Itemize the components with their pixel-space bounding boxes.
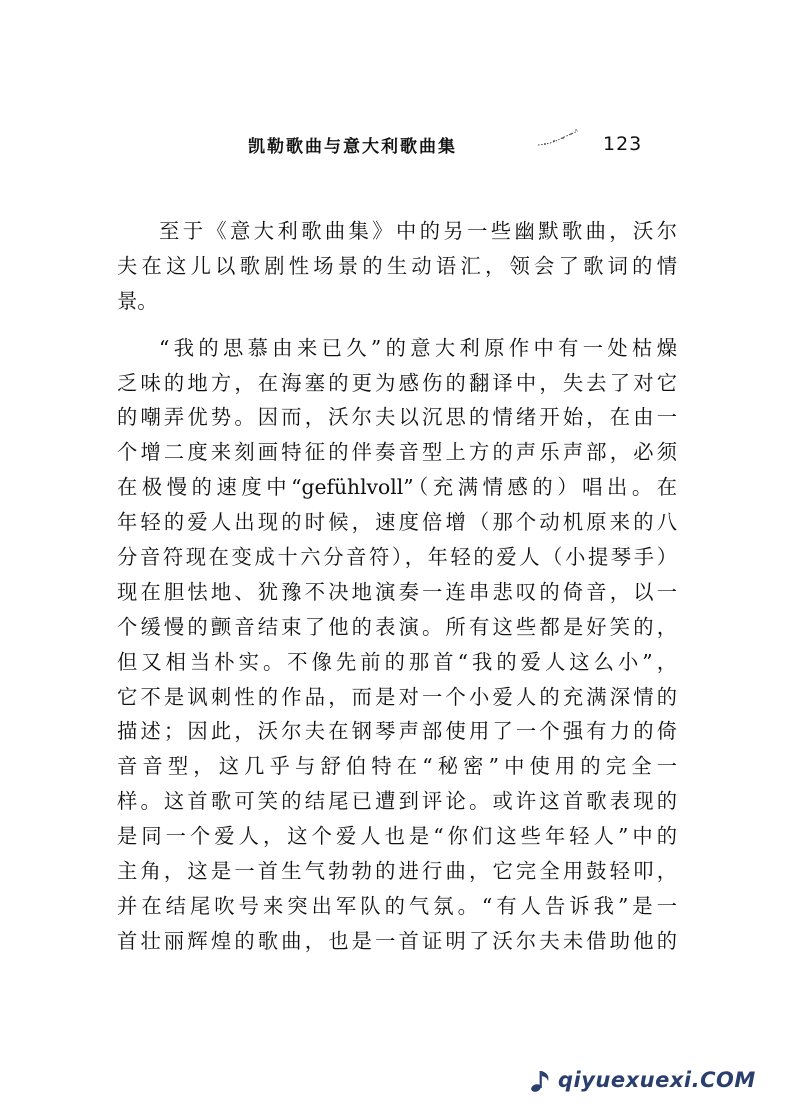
text-line: 它不是讽刺性的作品，而是对一个小爱人的充满深情的 bbox=[117, 684, 677, 709]
text-line: 描述；因此，沃尔夫在钢琴声部使用了一个强有力的倚 bbox=[117, 719, 677, 744]
text-line: 景。 bbox=[117, 288, 158, 313]
watermark-text: qiyuexuexi.COM bbox=[558, 1068, 756, 1092]
text-line: 现在胆怯地、犹豫不决地演奏一连串悲叹的倚音，以一 bbox=[117, 579, 677, 604]
text-line: 是同一个爱人，这个爱人也是“你们这些年轻人”中的 bbox=[117, 824, 677, 849]
text-line: 音音型，这几乎与舒伯特在“秘密”中使用的完全一 bbox=[117, 754, 677, 779]
text-line: 在极慢的速度中“gefühlvoll”（充满情感的）唱出。在 bbox=[117, 475, 677, 500]
text-line: 个增二度来刻画特征的伴奏音型上方的声乐声部，必须 bbox=[117, 440, 677, 465]
text-line: 主角，这是一首生气勃勃的进行曲，它完全用鼓轻叩， bbox=[117, 859, 677, 884]
text-line: 的嘲弄优势。因而，沃尔夫以沉思的情绪开始，在由一 bbox=[117, 405, 677, 430]
text-line: 年轻的爱人出现的时候，速度倍增（那个动机原来的八 bbox=[117, 510, 677, 535]
body-text bbox=[117, 214, 677, 959]
text-line: “我的思慕由来已久”的意大利原作中有一处枯燥 bbox=[159, 335, 677, 360]
watermark bbox=[528, 1062, 768, 1102]
running-header bbox=[0, 128, 794, 158]
text-line: 首壮丽辉煌的歌曲，也是一首证明了沃尔夫未借助他的 bbox=[117, 928, 677, 953]
text-line: 样。这首歌可笑的结尾已遭到评论。或许这首歌表现的 bbox=[117, 789, 677, 814]
text-line: 至于《意大利歌曲集》中的另一些幽默歌曲，沃尔 bbox=[159, 219, 677, 243]
music-note-logo-icon bbox=[528, 1068, 554, 1094]
text-line: 分音符现在变成十六分音符），年轻的爱人（小提琴手） bbox=[117, 545, 677, 570]
text-line: 个缓慢的颤音结束了他的表演。所有这些都是好笑的， bbox=[117, 614, 677, 639]
text-line: 但又相当朴实。不像先前的那首“我的爱人这么小”， bbox=[117, 649, 677, 674]
text-line: 并在结尾吹号来突出军队的气氛。“有人告诉我”是一 bbox=[117, 893, 677, 918]
header-title: 凯勒歌曲与意大利歌曲集 bbox=[248, 137, 457, 157]
text-line: 夫在这儿以歌剧性场景的生动语汇，领会了歌词的情 bbox=[117, 253, 677, 278]
ornament-flourish-icon bbox=[536, 128, 580, 150]
text-line: 乏味的地方，在海塞的更为感伤的翻译中，失去了对它 bbox=[117, 370, 677, 395]
page-number: 123 bbox=[603, 133, 643, 155]
